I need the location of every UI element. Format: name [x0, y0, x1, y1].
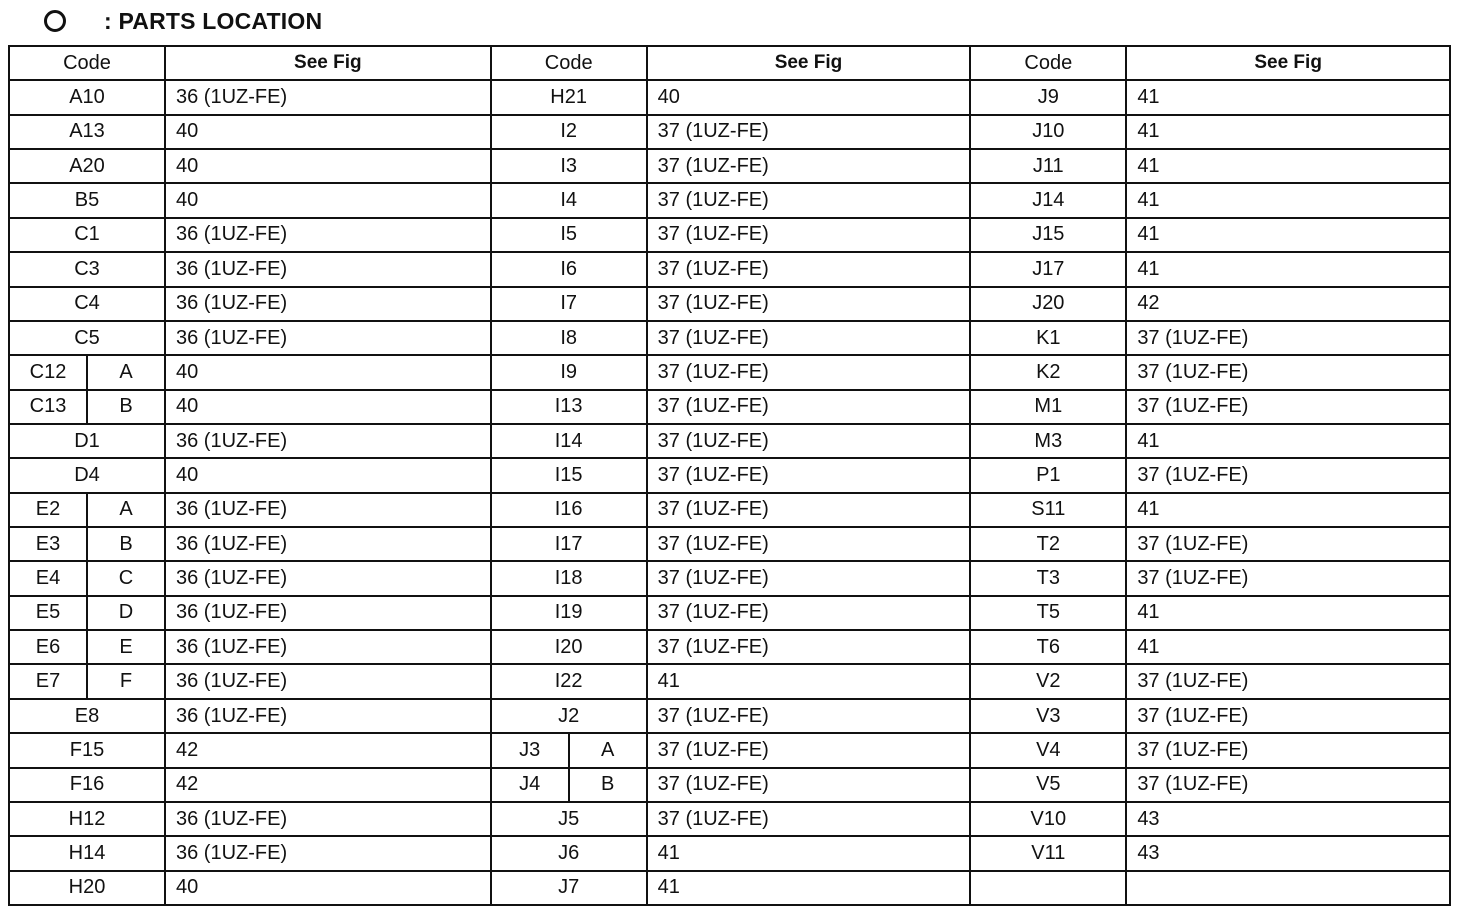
code-cell [971, 872, 1127, 904]
code-cell: J11 [971, 150, 1127, 182]
table-row [10, 391, 490, 425]
table-row [10, 769, 490, 803]
table-row [492, 837, 970, 871]
code-cell: A13 [10, 116, 166, 148]
code-cell: V3 [971, 700, 1127, 732]
code-cell: I2 [492, 116, 648, 148]
code-cell: A20 [10, 150, 166, 182]
code-cell [492, 734, 648, 766]
code-cell: J9 [971, 81, 1127, 113]
see-fig-cell: 37 (1UZ-FE) [657, 154, 769, 177]
connector-letter: A [600, 738, 615, 761]
table-row [492, 116, 970, 150]
table-row [971, 219, 1449, 253]
table-row [492, 528, 970, 562]
see-fig-cell: 41 [1137, 635, 1160, 658]
table-row [10, 116, 490, 150]
see-fig-cell: 36 (1UZ-FE) [176, 257, 288, 280]
page-header [44, 4, 322, 38]
table-row [971, 81, 1449, 115]
table-row [492, 459, 970, 493]
code-cell: T5 [971, 597, 1127, 629]
connector-letter: D [118, 601, 134, 624]
see-fig-cell: 37 (1UZ-FE) [657, 532, 769, 555]
code-cell [10, 631, 166, 663]
see-fig-cell: 43 [1137, 841, 1160, 864]
see-fig-cell: 36 (1UZ-FE) [176, 498, 288, 521]
table-row [971, 184, 1449, 218]
code-cell: I14 [492, 425, 648, 457]
see-fig-cell [1127, 872, 1449, 904]
table-row [492, 219, 970, 253]
see-fig-cell: 42 [1137, 292, 1160, 315]
table-row [971, 288, 1449, 322]
code-cell: H12 [10, 803, 166, 835]
code-cell: M3 [971, 425, 1127, 457]
table-row [10, 803, 490, 837]
code-value: C12 [10, 356, 88, 388]
circle-icon [44, 10, 66, 32]
table-row [10, 288, 490, 322]
code-cell: I8 [492, 322, 648, 354]
code-cell: H21 [492, 81, 648, 113]
table-row [10, 81, 490, 115]
see-fig-cell: 41 [1137, 257, 1160, 280]
table-row [971, 391, 1449, 425]
code-cell: V2 [971, 665, 1127, 697]
code-cell [492, 769, 648, 801]
table-row [492, 734, 970, 768]
see-fig-cell: 36 (1UZ-FE) [176, 635, 288, 658]
table-row [492, 700, 970, 734]
table-row [10, 356, 490, 390]
see-fig-cell: 40 [176, 395, 199, 418]
table-row [971, 425, 1449, 459]
see-fig-cell: 36 (1UZ-FE) [176, 807, 288, 830]
code-value: E2 [10, 494, 88, 526]
see-fig-cell: 41 [657, 876, 680, 899]
connector-letter: C [118, 567, 134, 590]
code-cell: C3 [10, 253, 166, 285]
code-cell: V4 [971, 734, 1127, 766]
table-row [10, 837, 490, 871]
see-fig-cell: 40 [176, 876, 199, 899]
table-row [492, 494, 970, 528]
see-fig-cell: 37 (1UZ-FE) [657, 292, 769, 315]
table-row [971, 494, 1449, 528]
table-row [971, 356, 1449, 390]
table-row [971, 872, 1449, 904]
code-cell: K2 [971, 356, 1127, 388]
table-row [10, 425, 490, 459]
code-cell: D1 [10, 425, 166, 457]
table-section [10, 47, 490, 904]
code-cell: D4 [10, 459, 166, 491]
table-row [971, 253, 1449, 287]
see-fig-cell: 37 (1UZ-FE) [1137, 670, 1249, 693]
see-fig-cell: 37 (1UZ-FE) [657, 326, 769, 349]
column-header-see-fig: See Fig [774, 52, 843, 74]
code-cell: V11 [971, 837, 1127, 869]
see-fig-cell: 40 [176, 154, 199, 177]
table-row [492, 872, 970, 904]
see-fig-cell: 37 (1UZ-FE) [657, 120, 769, 143]
table-row [10, 665, 490, 699]
see-fig-cell: 41 [1137, 154, 1160, 177]
code-cell: I9 [492, 356, 648, 388]
table-row [971, 528, 1449, 562]
table-row [492, 391, 970, 425]
code-cell: I7 [492, 288, 648, 320]
code-cell: C1 [10, 219, 166, 251]
code-value: E6 [10, 631, 88, 663]
table-row [10, 459, 490, 493]
code-value: E7 [10, 665, 88, 697]
table-row [971, 631, 1449, 665]
code-cell: C4 [10, 288, 166, 320]
see-fig-cell: 37 (1UZ-FE) [657, 704, 769, 727]
table-row [10, 528, 490, 562]
code-cell [10, 391, 166, 423]
code-cell: I16 [492, 494, 648, 526]
code-cell: S11 [971, 494, 1127, 526]
column-header-code: Code [10, 47, 166, 79]
see-fig-cell: 37 (1UZ-FE) [657, 429, 769, 452]
table-row [10, 219, 490, 253]
see-fig-cell: 41 [657, 670, 680, 693]
see-fig-cell: 37 (1UZ-FE) [657, 360, 769, 383]
code-cell: V10 [971, 803, 1127, 835]
code-cell: I18 [492, 562, 648, 594]
code-cell: I4 [492, 184, 648, 216]
table-row [492, 665, 970, 699]
see-fig-cell: 37 (1UZ-FE) [657, 498, 769, 521]
see-fig-cell: 36 (1UZ-FE) [176, 601, 288, 624]
code-cell: I17 [492, 528, 648, 560]
see-fig-cell: 36 (1UZ-FE) [176, 429, 288, 452]
see-fig-cell: 37 (1UZ-FE) [657, 773, 769, 796]
table-row [492, 356, 970, 390]
see-fig-cell: 37 (1UZ-FE) [1137, 463, 1249, 486]
table-row [10, 150, 490, 184]
code-cell: H14 [10, 837, 166, 869]
see-fig-cell: 36 (1UZ-FE) [176, 86, 288, 109]
table-row [10, 562, 490, 596]
connector-letter: B [119, 395, 133, 418]
table-row [492, 597, 970, 631]
table-row [10, 700, 490, 734]
see-fig-cell: 41 [1137, 223, 1160, 246]
code-cell: J6 [492, 837, 648, 869]
table-row [492, 150, 970, 184]
table-row [10, 872, 490, 904]
code-value: E3 [10, 528, 88, 560]
connector-letter: E [119, 635, 133, 658]
see-fig-cell: 37 (1UZ-FE) [1137, 532, 1249, 555]
column-header-code: Code [492, 47, 648, 79]
see-fig-cell: 40 [176, 463, 199, 486]
column-header-see-fig: See Fig [294, 52, 362, 74]
code-value: E5 [10, 597, 88, 629]
see-fig-cell: 36 (1UZ-FE) [176, 326, 288, 349]
table-section [969, 47, 1449, 904]
code-cell: J7 [492, 872, 648, 904]
see-fig-cell: 43 [1137, 807, 1160, 830]
code-cell: J15 [971, 219, 1127, 251]
code-cell: I3 [492, 150, 648, 182]
see-fig-cell: 37 (1UZ-FE) [657, 395, 769, 418]
table-row [971, 597, 1449, 631]
see-fig-cell: 41 [1137, 120, 1160, 143]
connector-letter: A [119, 498, 133, 521]
code-value: E4 [10, 562, 88, 594]
code-cell: E8 [10, 700, 166, 732]
code-cell: M1 [971, 391, 1127, 423]
table-row [10, 631, 490, 665]
see-fig-cell: 42 [176, 773, 199, 796]
see-fig-cell: 41 [1137, 498, 1160, 521]
see-fig-cell: 41 [1137, 601, 1160, 624]
table-row [971, 322, 1449, 356]
see-fig-cell: 37 (1UZ-FE) [657, 635, 769, 658]
column-header-code: Code [971, 47, 1127, 79]
connector-letter: F [119, 670, 133, 693]
see-fig-cell: 36 (1UZ-FE) [176, 670, 288, 693]
code-cell [10, 562, 166, 594]
table-header-row [10, 47, 490, 81]
see-fig-cell: 41 [1137, 429, 1160, 452]
code-cell: J14 [971, 184, 1127, 216]
table-row [10, 597, 490, 631]
code-cell [10, 494, 166, 526]
see-fig-cell: 37 (1UZ-FE) [1137, 704, 1249, 727]
see-fig-cell: 37 (1UZ-FE) [1137, 360, 1249, 383]
see-fig-cell: 36 (1UZ-FE) [176, 292, 288, 315]
see-fig-cell: 40 [657, 86, 680, 109]
see-fig-cell: 37 (1UZ-FE) [657, 223, 769, 246]
see-fig-cell: 37 (1UZ-FE) [1137, 738, 1249, 761]
table-row [971, 769, 1449, 803]
code-cell: T6 [971, 631, 1127, 663]
page-title: : PARTS LOCATION [104, 7, 323, 34]
see-fig-cell: 37 (1UZ-FE) [657, 601, 769, 624]
see-fig-cell: 36 (1UZ-FE) [176, 841, 288, 864]
table-row [10, 184, 490, 218]
code-cell: J5 [492, 803, 648, 835]
code-cell [10, 665, 166, 697]
see-fig-cell: 37 (1UZ-FE) [657, 189, 769, 212]
table-row [971, 562, 1449, 596]
table-header-row [492, 47, 970, 81]
code-cell: V5 [971, 769, 1127, 801]
table-row [10, 253, 490, 287]
code-value: J4 [492, 769, 570, 801]
see-fig-cell: 36 (1UZ-FE) [176, 704, 288, 727]
see-fig-cell: 37 (1UZ-FE) [1137, 395, 1249, 418]
code-cell: I13 [492, 391, 648, 423]
see-fig-cell: 41 [1137, 86, 1160, 109]
table-row [492, 184, 970, 218]
table-row [10, 322, 490, 356]
see-fig-cell: 37 (1UZ-FE) [1137, 326, 1249, 349]
table-row [10, 734, 490, 768]
see-fig-cell: 36 (1UZ-FE) [176, 223, 288, 246]
code-cell: J10 [971, 116, 1127, 148]
table-row [971, 734, 1449, 768]
table-row [971, 700, 1449, 734]
table-row [492, 769, 970, 803]
see-fig-cell: 41 [657, 841, 680, 864]
table-row [971, 459, 1449, 493]
see-fig-cell: 42 [176, 738, 199, 761]
table-row [971, 116, 1449, 150]
code-cell: J17 [971, 253, 1127, 285]
table-row [492, 631, 970, 665]
code-cell: T3 [971, 562, 1127, 594]
parts-location-table [8, 45, 1451, 906]
code-cell: F15 [10, 734, 166, 766]
code-cell [10, 356, 166, 388]
code-cell: P1 [971, 459, 1127, 491]
table-row [10, 494, 490, 528]
code-cell: J2 [492, 700, 648, 732]
see-fig-cell: 37 (1UZ-FE) [1137, 773, 1249, 796]
code-cell: B5 [10, 184, 166, 216]
code-cell: I15 [492, 459, 648, 491]
code-value: J3 [492, 734, 570, 766]
code-cell: T2 [971, 528, 1127, 560]
code-cell: H20 [10, 872, 166, 904]
code-cell: I22 [492, 665, 648, 697]
table-row [971, 665, 1449, 699]
connector-letter: B [119, 532, 133, 555]
connector-letter: B [600, 773, 615, 796]
connector-letter: A [119, 360, 133, 383]
code-cell [10, 597, 166, 629]
see-fig-cell: 37 (1UZ-FE) [657, 738, 769, 761]
see-fig-cell: 37 (1UZ-FE) [657, 567, 769, 590]
code-cell: C5 [10, 322, 166, 354]
code-cell: A10 [10, 81, 166, 113]
see-fig-cell: 41 [1137, 189, 1160, 212]
code-cell: I19 [492, 597, 648, 629]
code-cell: I6 [492, 253, 648, 285]
code-cell: K1 [971, 322, 1127, 354]
see-fig-cell: 37 (1UZ-FE) [657, 257, 769, 280]
table-row [492, 288, 970, 322]
table-row [492, 253, 970, 287]
table-header-row [971, 47, 1449, 81]
column-header-see-fig: See Fig [1254, 52, 1322, 74]
table-row [492, 322, 970, 356]
see-fig-cell: 40 [176, 120, 199, 143]
table-row [971, 803, 1449, 837]
code-cell [10, 528, 166, 560]
see-fig-cell: 37 (1UZ-FE) [1137, 567, 1249, 590]
table-row [492, 803, 970, 837]
table-row [492, 425, 970, 459]
code-cell: I5 [492, 219, 648, 251]
see-fig-cell: 40 [176, 189, 199, 212]
table-row [971, 837, 1449, 871]
see-fig-cell: 36 (1UZ-FE) [176, 567, 288, 590]
code-value: C13 [10, 391, 88, 423]
table-row [492, 562, 970, 596]
code-cell: F16 [10, 769, 166, 801]
see-fig-cell: 36 (1UZ-FE) [176, 532, 288, 555]
code-cell: J20 [971, 288, 1127, 320]
table-row [492, 81, 970, 115]
see-fig-cell: 37 (1UZ-FE) [657, 463, 769, 486]
see-fig-cell: 40 [176, 360, 199, 383]
see-fig-cell: 37 (1UZ-FE) [657, 807, 769, 830]
table-section [490, 47, 970, 904]
code-cell: I20 [492, 631, 648, 663]
table-row [971, 150, 1449, 184]
